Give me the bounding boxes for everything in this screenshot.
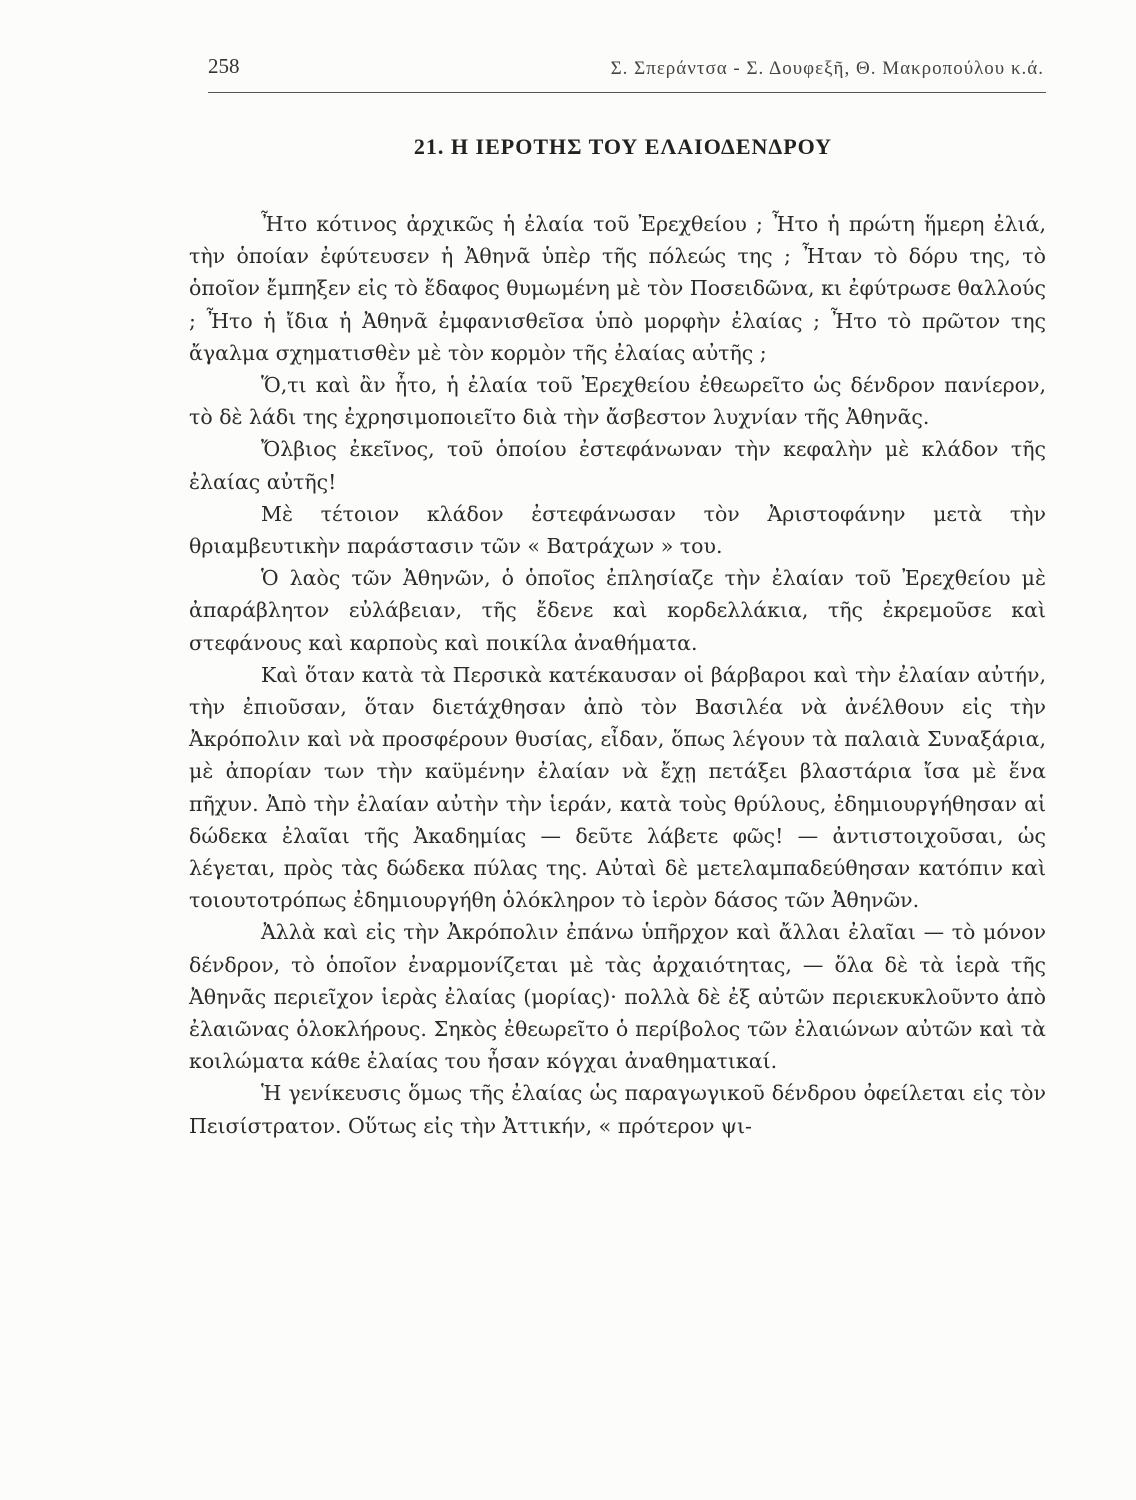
paragraph: Ὁ λαὸς τῶν Ἀθηνῶν, ὁ ὁποῖος ἐπλησίαζε τὴν ἐλαίαν τοῦ Ἐρεχθείου μὲ ἀπαράβλητον εὐλάβειαν, τῆς ἔδενε καὶ κορδελλάκια, τῆς ἐκρεμοῦσε καὶ στεφάνους καὶ καρποὺς καὶ ποικίλα ἀναθήματα.	[189, 566, 1046, 655]
chapter-title: 21. Η ΙΕΡΟΤΗΣ ΤΟΥ ΕΛΑΙΟΔΕΝΔΡΟΥ	[413, 134, 833, 159]
paragraph: Καὶ ὅταν κατὰ τὰ Περσικὰ κατέκαυσαν οἱ βάρβαροι καὶ τὴν ἐλαίαν αὐτήν, τὴν ἐπιοῦσαν, ὅταν διετάχθησαν ἀπὸ τὸν Βασιλέα νὰ ἀνέλθουν εἰς τὴν Ἀκρόπολιν καὶ νὰ προσφέρουν θυσίας, εἶδαν, ὅπως λέγουν τὰ παλαιὰ Συναξάρια, μὲ ἀπορίαν των τὴν καϋμένην ἐλαίαν νὰ ἔχῃ πετάξει βλαστάρια ἴσα μὲ ἕνα πῆχυν. Ἀπὸ τὴν ἐλαίαν αὐτὴν τὴν ἱεράν, κατὰ τοὺς θρύλους, ἐδημιουργήθησαν αἱ δώδεκα ἐλαῖαι τῆς Ἀκαδημίας — δεῦτε λάβετε φῶς! — ἀντιστοιχοῦσαι, ὡς λέγεται, πρὸς τὰς δώδεκα πύλας της. Αὐταὶ δὲ μετελαμπαδεύθησαν κατόπιν καὶ τοιουτοτρόπως ἐδημιουργήθη ὁλόκληρον τὸ ἱερὸν δάσος τῶν Ἀθηνῶν.	[189, 662, 1046, 913]
page-number: 258	[208, 54, 240, 78]
body-text	[189, 208, 1046, 1142]
paragraph: Ὄλβιος ἐκεῖνος, τοῦ ὁποίου ἐστεφάνωναν τὴν κεφαλὴν μὲ κλάδον τῆς ἐλαίας αὐτῆς!	[189, 437, 1046, 494]
paragraph: Ἦτο κότινος ἀρχικῶς ἡ ἐλαία τοῦ Ἐρεχθείου ; Ἦτο ἡ πρώτη ἥμερη ἐλιά, τὴν ὁποίαν ἐφύτευσεν ἡ Ἀθηνᾶ ὑπὲρ τῆς πόλεώς της ; Ἦταν τὸ δόρυ της, τὸ ὁποῖον ἔμπηξεν εἰς τὸ ἔδαφος θυμωμένη μὲ τὸν Ποσειδῶνα, κι ἐφύτρωσε θαλλούς ; Ἦτο ἡ ἴδια ἡ Ἀθηνᾶ ἐμφανισθεῖσα ὑπὸ μορφὴν ἐλαίας ; Ἦτο τὸ πρῶτον της ἄγαλμα σχηματισθὲν μὲ τὸν κορμὸν τῆς ἐλαίας αὐτῆς ;	[189, 212, 1046, 365]
paragraph: Ἡ γενίκευσις ὅμως τῆς ἐλαίας ὡς παραγωγικοῦ δένδρου ὀφείλεται εἰς τὸν Πεισίστρατον. Οὕτως εἰς τὴν Ἀττικήν, « πρότερον ψι-	[189, 1081, 1046, 1138]
paragraph: Ἀλλὰ καὶ εἰς τὴν Ἀκρόπολιν ἐπάνω ὑπῆρχον καὶ ἄλλαι ἐλαῖαι — τὸ μόνον δένδρον, τὸ ὁποῖον ἐναρμονίζεται μὲ τὰς ἀρχαιότητας, — ὅλα δὲ τὰ ἱερὰ τῆς Ἀθηνᾶς περιεῖχον ἱερὰς ἐλαίας (μορίας)· πολλὰ δὲ ἐξ αὐτῶν περιεκυκλοῦντο ἀπὸ ἐλαιῶνας ὁλοκλήρους. Σηκὸς ἐθεωρεῖτο ὁ περίβολος τῶν ἐλαιώνων αὐτῶν καὶ τὰ κοιλώματα κάθε ἐλαίας του ἦσαν κόγχαι ἀναθηματικαί.	[189, 920, 1046, 1074]
paragraph: Ὅ,τι καὶ ἂν ἦτο, ἡ ἐλαία τοῦ Ἐρεχθείου ἐθεωρεῖτο ὡς δένδρον πανίερον, τὸ δὲ λάδι της ἐχρησιμοποιεῖτο διὰ τὴν ἄσβεστον λυχνίαν τῆς Ἀθηνᾶς.	[189, 373, 1046, 430]
page-header	[208, 48, 1046, 93]
paragraph: Μὲ τέτοιον κλάδον ἐστεφάνωσαν τὸν Ἀριστοφάνην μετὰ τὴν θριαμβευτικὴν παράστασιν τῶν « Βατράχων » του.	[189, 501, 1046, 559]
running-head: Σ. Σπεράντσα - Σ. Δουφεξῆ, Θ. Μακροπούλου κ.ά.	[610, 58, 1044, 79]
